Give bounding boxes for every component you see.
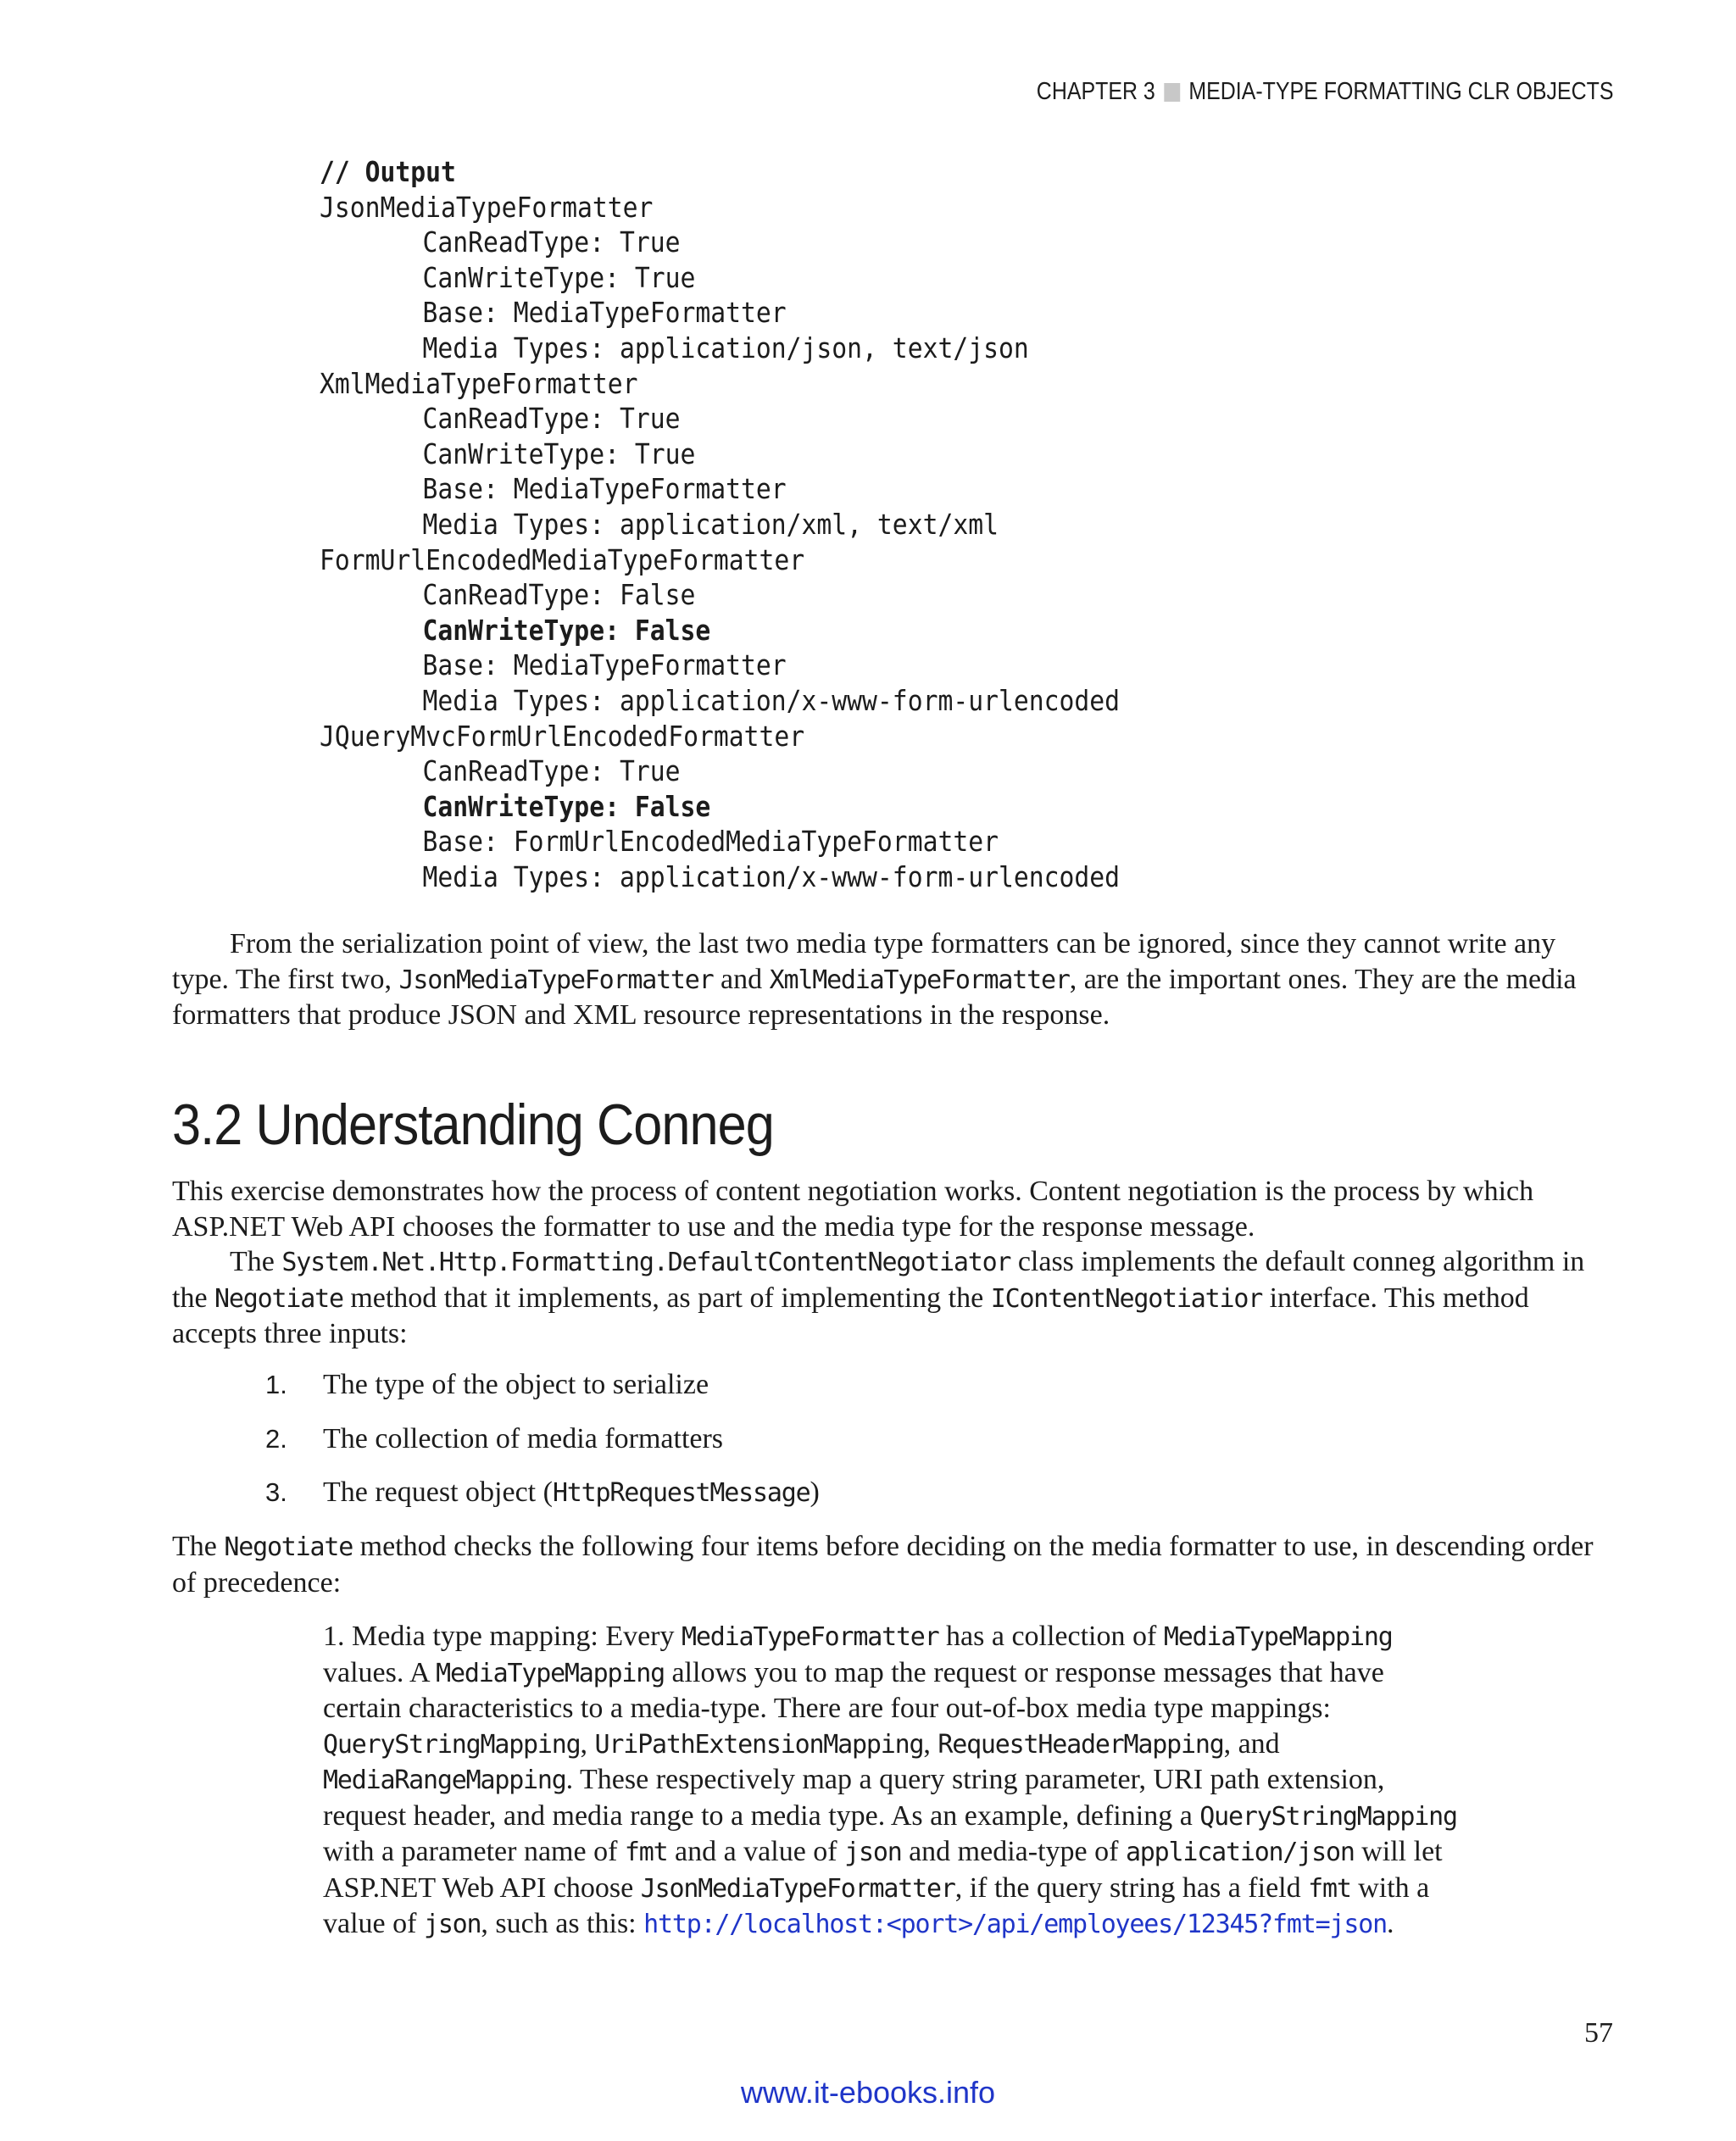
text: values. A: [323, 1656, 437, 1688]
code-media-types: Media Types: application/xml, text/xml: [422, 507, 999, 541]
inline-code: UriPathExtensionMapping: [594, 1729, 924, 1760]
inline-code: JsonMediaTypeFormatter: [398, 965, 714, 995]
code-can-write: CanWriteType: True: [422, 260, 696, 294]
code-can-read: CanReadType: False: [422, 578, 696, 612]
example-url-link[interactable]: http://localhost:<port>/api/employees/12345?fmt=json: [643, 1910, 1387, 1939]
list-number: 1.: [323, 1621, 345, 1652]
text: , if the query string has a field: [954, 1871, 1309, 1904]
text: will let ASP.NET Web API choose: [323, 1836, 1443, 1904]
list-item: [172, 1619, 1461, 1943]
text: . These respectively map a query string parameter, URI path extension, request header, and media range to a media type. As an example, defining a: [323, 1764, 1385, 1832]
inline-code: MediaTypeMapping: [436, 1658, 665, 1688]
running-head: [1036, 78, 1613, 106]
text: interface. This method accepts three inputs:: [172, 1282, 1529, 1349]
code-can-read: CanReadType: True: [422, 225, 681, 259]
text: method that it implements, as part of implementing the: [342, 1282, 991, 1314]
text: ,: [923, 1727, 938, 1760]
text: method checks the following four items before deciding on the media formatter to use, in descending order of precedence:: [172, 1531, 1594, 1599]
section-heading: 3.2 Understanding Conneg: [172, 1093, 774, 1157]
text: with a parameter name of: [323, 1836, 625, 1867]
inline-code: Negotiate: [214, 1283, 343, 1314]
text: The: [172, 1531, 225, 1562]
inline-code: Negotiate: [224, 1532, 353, 1562]
paragraph-serialization: [172, 926, 1613, 1033]
text: From the serialization point of view, the last two media type formatters can be ignored, since they cannot write any type. The first two,: [172, 928, 1556, 995]
list-item-text: The request object (: [323, 1476, 553, 1508]
inline-code: MediaTypeMapping: [1163, 1622, 1393, 1652]
text: , and: [1223, 1727, 1280, 1760]
paragraph-negotiator: [172, 1244, 1613, 1352]
code-can-write: CanWriteType: False: [422, 613, 711, 647]
list-item-text: The type of the object to serialize: [323, 1369, 709, 1400]
code-formatter-name: XmlMediaTypeFormatter: [320, 366, 638, 400]
text: and: [713, 963, 770, 995]
paragraph-intro: [172, 1174, 1613, 1244]
inline-code: IContentNegotiatior: [990, 1283, 1263, 1314]
paragraph-negotiate-method: [172, 1529, 1613, 1600]
chapter-title: MEDIA-TYPE FORMATTING CLR OBJECTS: [1188, 78, 1613, 105]
inline-code: fmt: [1308, 1873, 1351, 1904]
text: ,: [580, 1727, 595, 1760]
text: .: [1386, 1908, 1394, 1939]
inline-code: JsonMediaTypeFormatter: [640, 1873, 955, 1904]
code-can-read: CanReadType: True: [422, 754, 681, 788]
code-heading: // Output: [320, 155, 456, 188]
list-item: [172, 1421, 1613, 1457]
text: and media-type of: [901, 1836, 1126, 1867]
footer-site-link[interactable]: www.it-ebooks.info: [740, 2075, 996, 2110]
code-base: Base: MediaTypeFormatter: [422, 472, 787, 506]
inline-code: RequestHeaderMapping: [938, 1729, 1224, 1760]
inline-code: json: [844, 1838, 902, 1867]
page-number: 57: [1584, 2017, 1613, 2049]
text: with a value of: [323, 1871, 1430, 1939]
text: , are the important ones. They are the media formatters that produce JSON and XML resource representations in the response.: [172, 963, 1577, 1031]
inline-code: MediaRangeMapping: [323, 1766, 566, 1795]
inline-code: QueryStringMapping: [1199, 1801, 1457, 1832]
inline-code: System.Net.Http.Formatting.DefaultContentNegotiator: [281, 1248, 1011, 1277]
text: , such as this:: [481, 1908, 644, 1939]
text: and a value of: [667, 1836, 845, 1867]
inline-code: json: [423, 1910, 481, 1939]
text: Media type mapping: Every: [352, 1621, 682, 1652]
text: allows you to map the request or response messages that have certain characteristics to a media-type. There are four out-of-box media type mappings:: [323, 1656, 1384, 1724]
code-base: Base: MediaTypeFormatter: [422, 296, 787, 330]
list-number: 1.: [265, 1370, 287, 1399]
code-can-write: CanWriteType: True: [422, 437, 696, 470]
text: class implements the default conneg algorithm in the: [172, 1246, 1585, 1314]
code-formatter-name: JsonMediaTypeFormatter: [320, 190, 654, 224]
code-media-types: Media Types: application/x-www-form-urlencoded: [422, 859, 1121, 893]
precedence-list: [172, 1619, 1461, 1943]
inline-code: fmt: [624, 1838, 668, 1867]
inline-code: QueryStringMapping: [323, 1729, 581, 1760]
chapter-label: CHAPTER 3: [1036, 78, 1155, 105]
inline-code: application/json: [1125, 1838, 1355, 1867]
list-number: 2.: [265, 1423, 287, 1454]
code-media-types: Media Types: application/x-www-form-urlencoded: [422, 683, 1121, 717]
text: This exercise demonstrates how the process of content negotiation works. Content negotiation is the process by which ASP.NET Web API chooses the formatter to use and the media type for the response message.: [172, 1176, 1534, 1243]
code-base: Base: FormUrlEncodedMediaTypeFormatter: [422, 825, 999, 859]
code-can-read: CanReadType: True: [422, 402, 681, 436]
text: The: [230, 1246, 282, 1277]
code-media-types: Media Types: application/json, text/json: [422, 331, 1029, 364]
list-item-text: ): [810, 1476, 820, 1508]
inputs-list: [172, 1367, 1613, 1511]
separator-square-icon: [1164, 83, 1180, 102]
code-formatter-name: FormUrlEncodedMediaTypeFormatter: [320, 542, 805, 576]
text: has a collection of: [938, 1621, 1164, 1652]
code-can-write: CanWriteType: False: [422, 789, 711, 823]
inline-code: HttpRequestMessage: [552, 1478, 810, 1508]
inline-code: MediaTypeFormatter: [682, 1622, 939, 1652]
code-formatter-name: JQueryMvcFormUrlEncodedFormatter: [320, 719, 805, 753]
code-listing: [320, 154, 1120, 894]
code-base: Base: MediaTypeFormatter: [422, 648, 787, 682]
list-item: [172, 1475, 1613, 1511]
inline-code: XmlMediaTypeFormatter: [769, 965, 1070, 995]
list-number: 3.: [265, 1477, 287, 1507]
list-item-text: The collection of media formatters: [323, 1422, 724, 1454]
list-item: [172, 1367, 1613, 1403]
